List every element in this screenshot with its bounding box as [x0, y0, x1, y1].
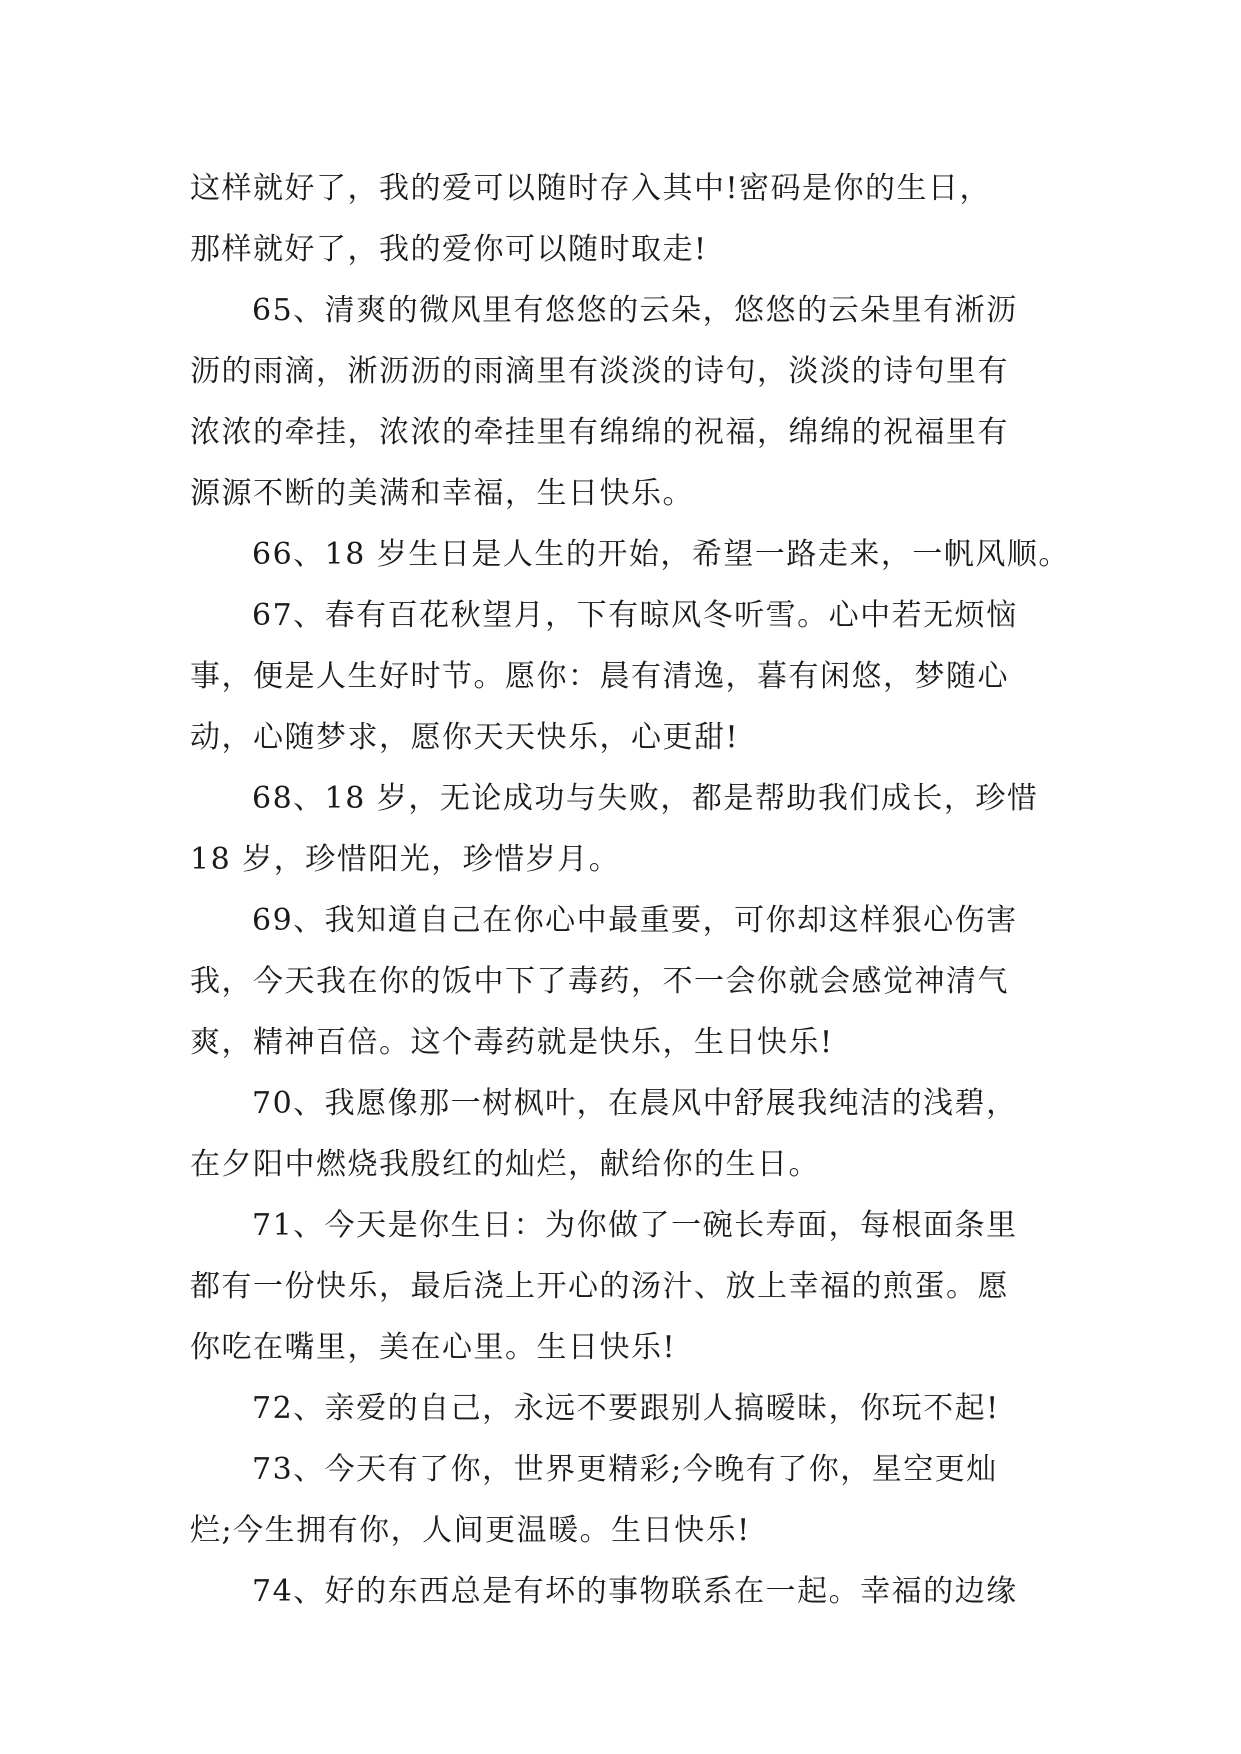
text-line: 在夕阳中燃烧我殷红的灿烂，献给你的生日。 [190, 1147, 820, 1182]
text-line: 这样就好了，我的爱可以随时存入其中!密码是你的生日， [190, 171, 992, 206]
text-line: 那样就好了，我的爱你可以随时取走! [190, 232, 708, 267]
text-line: 动，心随梦求，愿你天天快乐，心更甜! [190, 720, 740, 755]
text-line: 68、18 岁，无论成功与失败，都是帮助我们成长，珍惜 [252, 781, 1039, 816]
text-line: 65、清爽的微风里有悠悠的云朵，悠悠的云朵里有淅沥 [252, 293, 1018, 328]
text-line: 18 岁，珍惜阳光，珍惜岁月。 [190, 842, 621, 877]
text-line: 72、亲爱的自己，永远不要跟别人搞暧昧，你玩不起! [252, 1391, 1000, 1426]
text-line: 66、18 岁生日是人生的开始，希望一路走来，一帆风顺。 [252, 537, 1070, 572]
document-body [190, 158, 1070, 1622]
text-line: 浓浓的牵挂，浓浓的牵挂里有绵绵的祝福，绵绵的祝福里有 [190, 415, 1009, 450]
text-line: 74、好的东西总是有坏的事物联系在一起。幸福的边缘 [252, 1574, 1018, 1609]
text-line: 71、今天是你生日：为你做了一碗长寿面，每根面条里 [252, 1208, 1018, 1243]
text-line: 都有一份快乐，最后浇上开心的汤汁、放上幸福的煎蛋。愿 [190, 1269, 1009, 1304]
text-line: 事，便是人生好时节。愿你：晨有清逸，暮有闲悠，梦随心 [190, 659, 1009, 694]
text-line: 你吃在嘴里，美在心里。生日快乐! [190, 1330, 677, 1365]
text-line: 源源不断的美满和幸福，生日快乐。 [190, 476, 694, 511]
text-line: 我，今天我在你的饭中下了毒药，不一会你就会感觉神清气 [190, 964, 1009, 999]
text-line: 69、我知道自己在你心中最重要，可你却这样狠心伤害 [252, 903, 1018, 938]
text-line: 沥的雨滴，淅沥沥的雨滴里有淡淡的诗句，淡淡的诗句里有 [190, 354, 1009, 389]
text-line: 67、春有百花秋望月，下有晾风冬听雪。心中若无烦恼 [252, 598, 1018, 633]
text-line: 70、我愿像那一树枫叶，在晨风中舒展我纯洁的浅碧， [252, 1086, 1018, 1121]
text-line: 73、今天有了你，世界更精彩;今晚有了你，星空更灿 [252, 1452, 998, 1487]
text-line: 爽，精神百倍。这个毒药就是快乐，生日快乐! [190, 1025, 834, 1060]
text-line: 烂;今生拥有你，人间更温暖。生日快乐! [190, 1513, 751, 1548]
